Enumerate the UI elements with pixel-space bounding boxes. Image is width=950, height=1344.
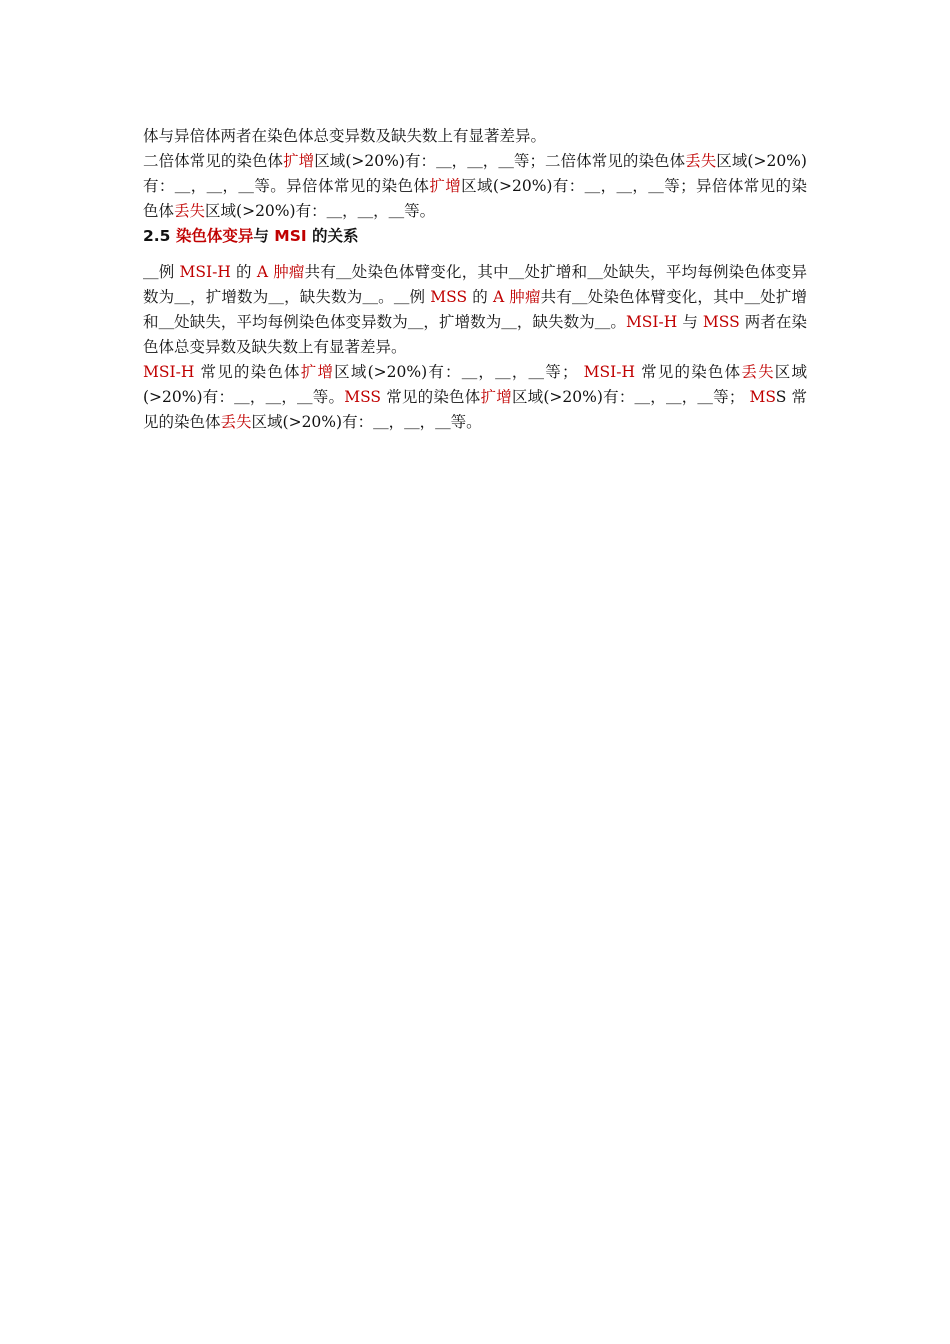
text: 体与异倍体两者在染色体总变异数及缺失数上有显著差异。 (143, 127, 547, 145)
highlight-msih: MSI-H (143, 363, 195, 381)
highlight-loss: 丢失 (174, 202, 206, 220)
text: 常见的染色体 (143, 388, 807, 431)
section-heading-2-5 (143, 224, 807, 249)
heading-text: 的关系 (306, 227, 359, 245)
highlight-tumor: A 肿瘤 (493, 288, 541, 306)
highlight-gain: 扩增 (300, 363, 335, 381)
text: 区域(>20%)有：＿，＿，＿等。异倍体常见的染色体 (143, 152, 807, 195)
highlight-mss: MS (749, 388, 776, 406)
text: 区域(>20%)有：＿，＿，＿等。 (143, 363, 807, 406)
document-body (143, 124, 807, 435)
highlight-gain: 扩增 (429, 177, 462, 195)
paragraph-msi-counts (143, 260, 807, 360)
text: 二倍体常见的染色体 (143, 152, 284, 170)
highlight-loss: 丢失 (685, 152, 717, 170)
text: 两者在染色体总变异数及缺失数上有显著差异。 (143, 313, 807, 356)
text: 区域(>20%)有：＿，＿，＿等。 (251, 413, 482, 431)
text: 区域(>20%)有：＿，＿，＿等；异倍体常见的染色体 (143, 177, 807, 220)
text: 常见的染色体 (194, 363, 301, 381)
highlight-loss: 丢失 (741, 363, 775, 381)
text: 区域(>20%)有：＿，＿，＿等； (334, 363, 584, 381)
highlight-msih: MSI-H (179, 263, 231, 281)
text: 共有＿处染色体臂变化，其中＿处扩增和＿处缺失，平均每例染色体变异数为＿，扩增数为＿，缺失数为＿。＿例 (143, 263, 807, 306)
text: ＿例 (143, 263, 180, 281)
paragraph-tail-line (143, 124, 807, 149)
highlight-msih: MSI-H (625, 313, 678, 331)
heading-number: 2.5 (143, 227, 176, 245)
text: S (775, 388, 787, 406)
highlight-gain: 扩增 (480, 388, 512, 406)
text: 常见的染色体 (381, 388, 481, 406)
text: 的 (467, 288, 494, 306)
highlight-gain: 扩增 (283, 152, 315, 170)
text: 区域(>20%)有：＿，＿，＿等； (511, 388, 750, 406)
heading-text: 与 (253, 227, 275, 245)
highlight-loss: 丢失 (220, 413, 252, 431)
text: 区域(>20%)有：＿，＿，＿等。 (205, 202, 436, 220)
heading-highlight: 染色体变异 (175, 227, 254, 245)
highlight-tumor: A 肿瘤 (256, 263, 305, 281)
text: 的 (230, 263, 257, 281)
text: 区域(>20%)有：＿，＿，＿等；二倍体常见的染色体 (314, 152, 686, 170)
highlight-mss: MSS (430, 288, 468, 306)
highlight-msih: MSI-H (583, 363, 635, 381)
paragraph-msi-regions (143, 360, 807, 435)
text: 常见的染色体 (634, 363, 742, 381)
heading-highlight: MSI (274, 227, 307, 245)
highlight-mss: MSS (702, 313, 740, 331)
highlight-mss: MSS (344, 388, 382, 406)
paragraph-diploid-aneuploid-regions (143, 149, 807, 224)
text: 共有＿处染色体臂变化，其中＿处扩增和＿处缺失，平均每例染色体变异数为＿，扩增数为＿，缺失数为＿。 (143, 288, 807, 331)
text: 与 (677, 313, 703, 331)
